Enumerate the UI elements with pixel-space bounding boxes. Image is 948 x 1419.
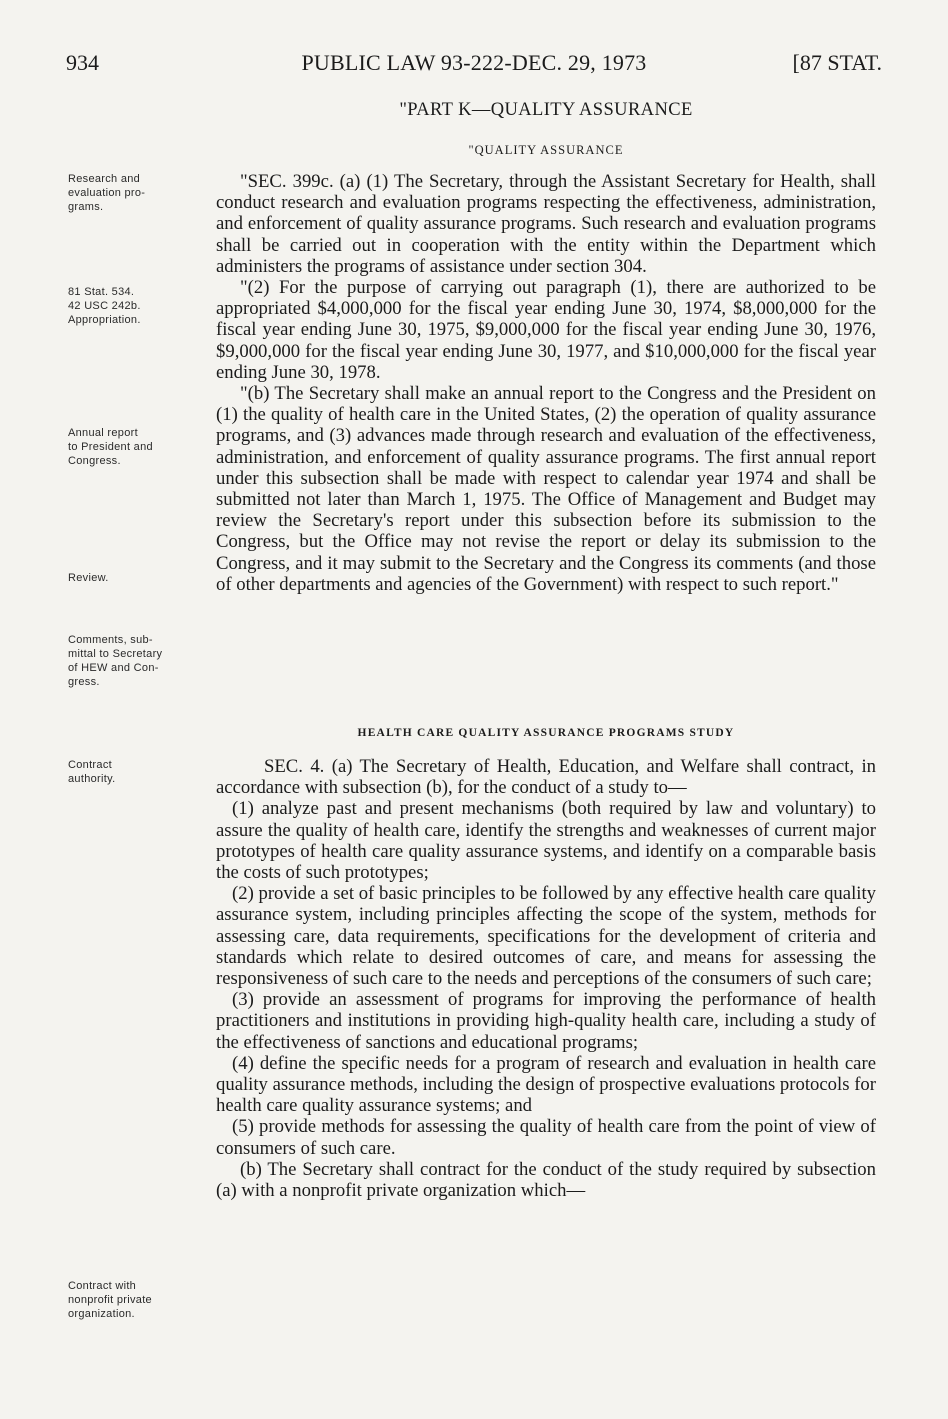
paragraph-sec-399c-b: "(b) The Secretary shall make an annual report to the Congress and the President on (1) the quality of health care in the United States, (2) the operation of quality assurance programs, and (3) advances made through research and evaluation of the effectiveness, administration, and enforcement of quality assurance programs. The first annual report under this subsection shall be made with respect to calendar year 1974 and shall be submitted not later than March 1, 1975. The Office of Management and Budget may review the Secretary's report under this subsection before its submission to the Congress, but the Office may not revise the report or delay its submission to the Congress, and it may submit to the Secretary and the Congress its comments (and those of other departments and agencies of the Government) with respect to such report." — [216, 383, 876, 595]
list-item: (1) analyze past and present mechanisms (both required by law and voluntary) to assure the quality of health care, identify the strengths and weaknesses of current major prototypes of health care quality assurance systems, and identify on a comparable basis the costs of such prototypes; — [216, 798, 876, 884]
margin-note-appropriation: 81 Stat. 534. 42 USC 242b. Appropriation. — [68, 286, 141, 326]
margin-note-nonprofit: Contract with nonprofit private organization. — [68, 1280, 152, 1320]
margin-note-annual-report: Annual report to President and Congress. — [68, 427, 153, 467]
paragraph-sec-399c-a2: "(2) For the purpose of carrying out paragraph (1), there are authorized to be appropriated $4,000,000 for the fiscal year ending June 30, 1974, $8,000,000 for the fiscal year ending June 30, 1975, $9,000,000 for the fiscal year ending June 30, 1976, $9,000,000 for the fiscal year ending June 30, 1977, and $10,000,000 for the fiscal year ending June 30, 1978. — [216, 277, 876, 383]
list-item: (3) provide an assessment of programs for improving the performance of health practitioners and institutions in providing high-quality health care, including a study of the effectiveness of sanctions and educational programs; — [216, 989, 876, 1053]
paragraph-sec-399c-a1: "SEC. 399c. (a) (1) The Secretary, through the Assistant Secretary for Health, shall conduct research and evaluation programs respecting the effectiveness, administration, and enforcement of quality assurance programs. Such research and evaluation programs shall be carried out in cooperation with the entity within the Department which administers the programs of assistance under section 304. — [216, 171, 876, 277]
sub-heading: "QUALITY ASSURANCE — [468, 143, 624, 157]
paragraph-sec-4-b: (b) The Secretary shall contract for the conduct of the study required by subsection (a) with a nonprofit private organization which— — [216, 1158, 876, 1202]
main-text — [216, 171, 876, 595]
list-item: (2) provide a set of basic principles to be followed by any effective health care quality assurance system, including principles affecting the scope of the system, methods for assessing care, data requirements, specifications for the development of criteria and standards which relate to desired outcomes of care, and means for assessing the responsiveness of such care to the needs and perceptions of the consumers of such care; — [216, 883, 876, 990]
paragraph-sec-4-a: SEC. 4. (a) The Secretary of Health, Education, and Welfare shall contract, in accordance with subsection (b), for the conduct of a study to— — [216, 756, 876, 799]
page-title: PUBLIC LAW 93-222-DEC. 29, 1973 — [301, 50, 647, 75]
list-item: (4) define the specific needs for a program of research and evaluation in health care quality assurance methods, including the design of prospective evaluations protocols for health care quality assurance systems; and — [216, 1052, 876, 1117]
margin-note-contract-authority: Contract authority. — [68, 759, 116, 785]
page-number: 934 — [66, 50, 99, 75]
margin-note-comments: Comments, sub- mittal to Secretary of HEW and Con- gress. — [68, 634, 163, 688]
running-header — [0, 50, 948, 86]
section-heading: HEALTH CARE QUALITY ASSURANCE PROGRAMS STUDY — [357, 727, 735, 739]
statute-reference: [87 STAT. — [792, 50, 882, 75]
list-item: (5) provide methods for assessing the quality of health care from the point of view of consumers of such care. — [216, 1116, 876, 1159]
margin-note-review: Review. — [68, 572, 109, 584]
margin-note-research: Research and evaluation pro- grams. — [68, 173, 146, 213]
part-heading: "PART K—QUALITY ASSURANCE — [399, 100, 693, 120]
main-text-sec-4 — [216, 756, 876, 1201]
